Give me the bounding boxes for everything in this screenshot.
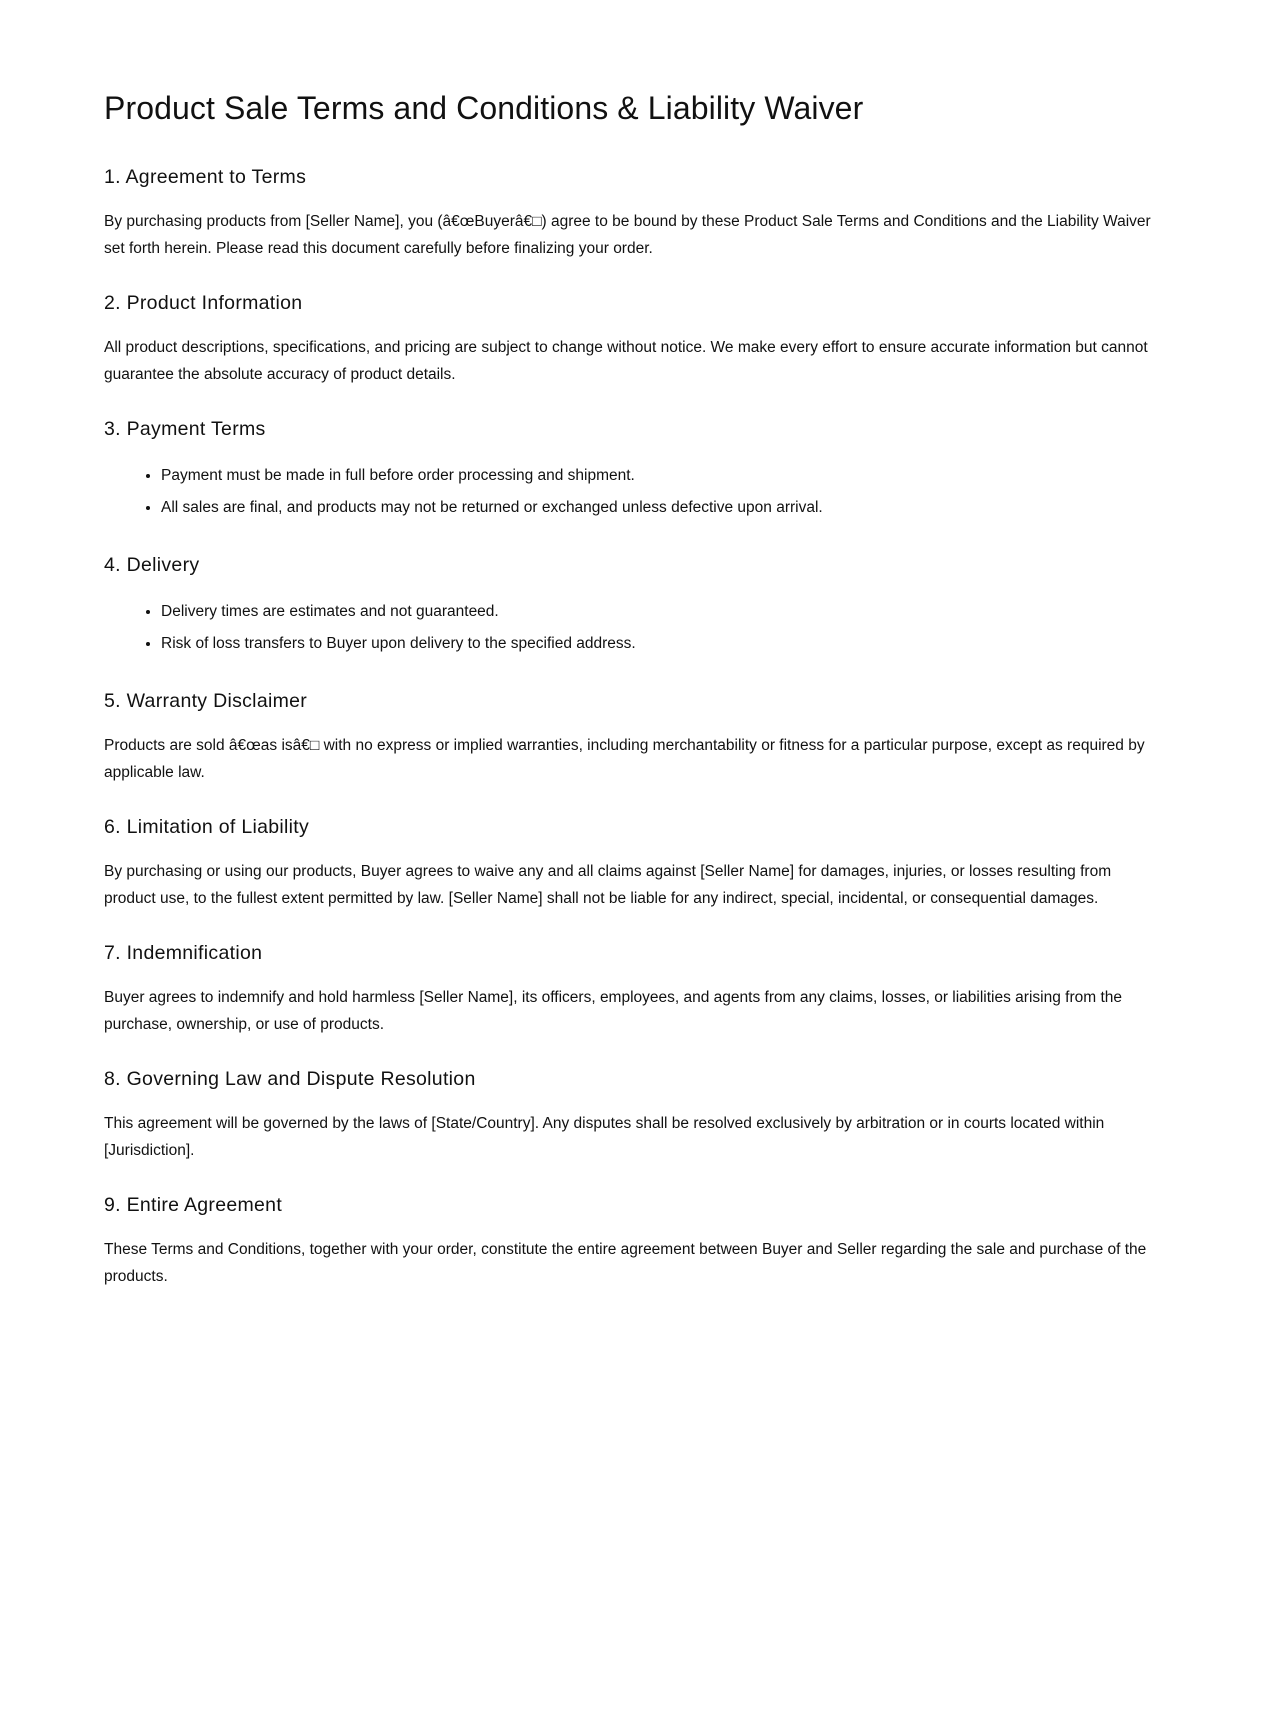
document-title: Product Sale Terms and Conditions & Liability Waiver	[104, 90, 864, 126]
section-heading: 6. Limitation of Liability	[104, 816, 310, 838]
bullet-list	[104, 596, 1159, 660]
section-paragraph: This agreement will be governed by the laws of [State/Country]. Any disputes shall be resolved exclusively by arbitration or in courts located within [Jurisdiction].	[104, 1115, 1105, 1159]
section-payment-terms	[104, 416, 1159, 524]
section-heading: 3. Payment Terms	[104, 418, 266, 440]
section-agreement-to-terms	[104, 164, 1159, 262]
bullet-list	[104, 460, 1159, 524]
section-paragraph: Products are sold â€œas isâ€□ with no express or implied warranties, including merchantability or fitness for a particular purpose, except as required by applicable law.	[104, 737, 1145, 781]
section-warranty-disclaimer	[104, 688, 1159, 786]
section-governing-law	[104, 1066, 1159, 1164]
section-heading: 1. Agreement to Terms	[104, 166, 307, 188]
section-heading: 5. Warranty Disclaimer	[104, 690, 308, 712]
list-item: • All sales are final, and products may not be returned or exchanged unless defective upon arrival.	[161, 492, 1159, 524]
section-paragraph: All product descriptions, specifications, and pricing are subject to change without notice. We make every effort to ensure accurate information but cannot guarantee the absolute accuracy of product details.	[104, 339, 1148, 383]
section-heading: 2. Product Information	[104, 292, 303, 314]
section-product-information	[104, 290, 1159, 388]
section-limitation-of-liability	[104, 814, 1159, 912]
list-item: • Payment must be made in full before order processing and shipment.	[161, 460, 1159, 492]
section-heading: 4. Delivery	[104, 554, 200, 576]
section-heading: 8. Governing Law and Dispute Resolution	[104, 1068, 476, 1090]
section-paragraph: By purchasing products from [Seller Name], you (â€œBuyerâ€□) agree to be bound by these Product Sale Terms and Conditions and the Liability Waiver set forth herein. Please read this document carefully before finalizing your order.	[104, 213, 1151, 257]
section-delivery	[104, 552, 1159, 660]
section-indemnification	[104, 940, 1159, 1038]
section-heading: 9. Entire Agreement	[104, 1194, 283, 1216]
section-paragraph: These Terms and Conditions, together with your order, constitute the entire agreement between Buyer and Seller regarding the sale and purchase of the products.	[104, 1241, 1147, 1285]
list-item: • Delivery times are estimates and not guaranteed.	[161, 596, 1159, 628]
section-heading: 7. Indemnification	[104, 942, 263, 964]
section-paragraph: By purchasing or using our products, Buyer agrees to waive any and all claims against [Seller Name] for damages, injuries, or losses resulting from product use, to the fullest extent permitted by law. [Seller Name] shall not be liable for any indirect, special, incidental, or consequential damages.	[104, 863, 1112, 907]
list-item: • Risk of loss transfers to Buyer upon delivery to the specified address.	[161, 628, 1159, 660]
section-entire-agreement	[104, 1192, 1159, 1290]
section-paragraph: Buyer agrees to indemnify and hold harmless [Seller Name], its officers, employees, and agents from any claims, losses, or liabilities arising from the purchase, ownership, or use of products.	[104, 989, 1122, 1033]
